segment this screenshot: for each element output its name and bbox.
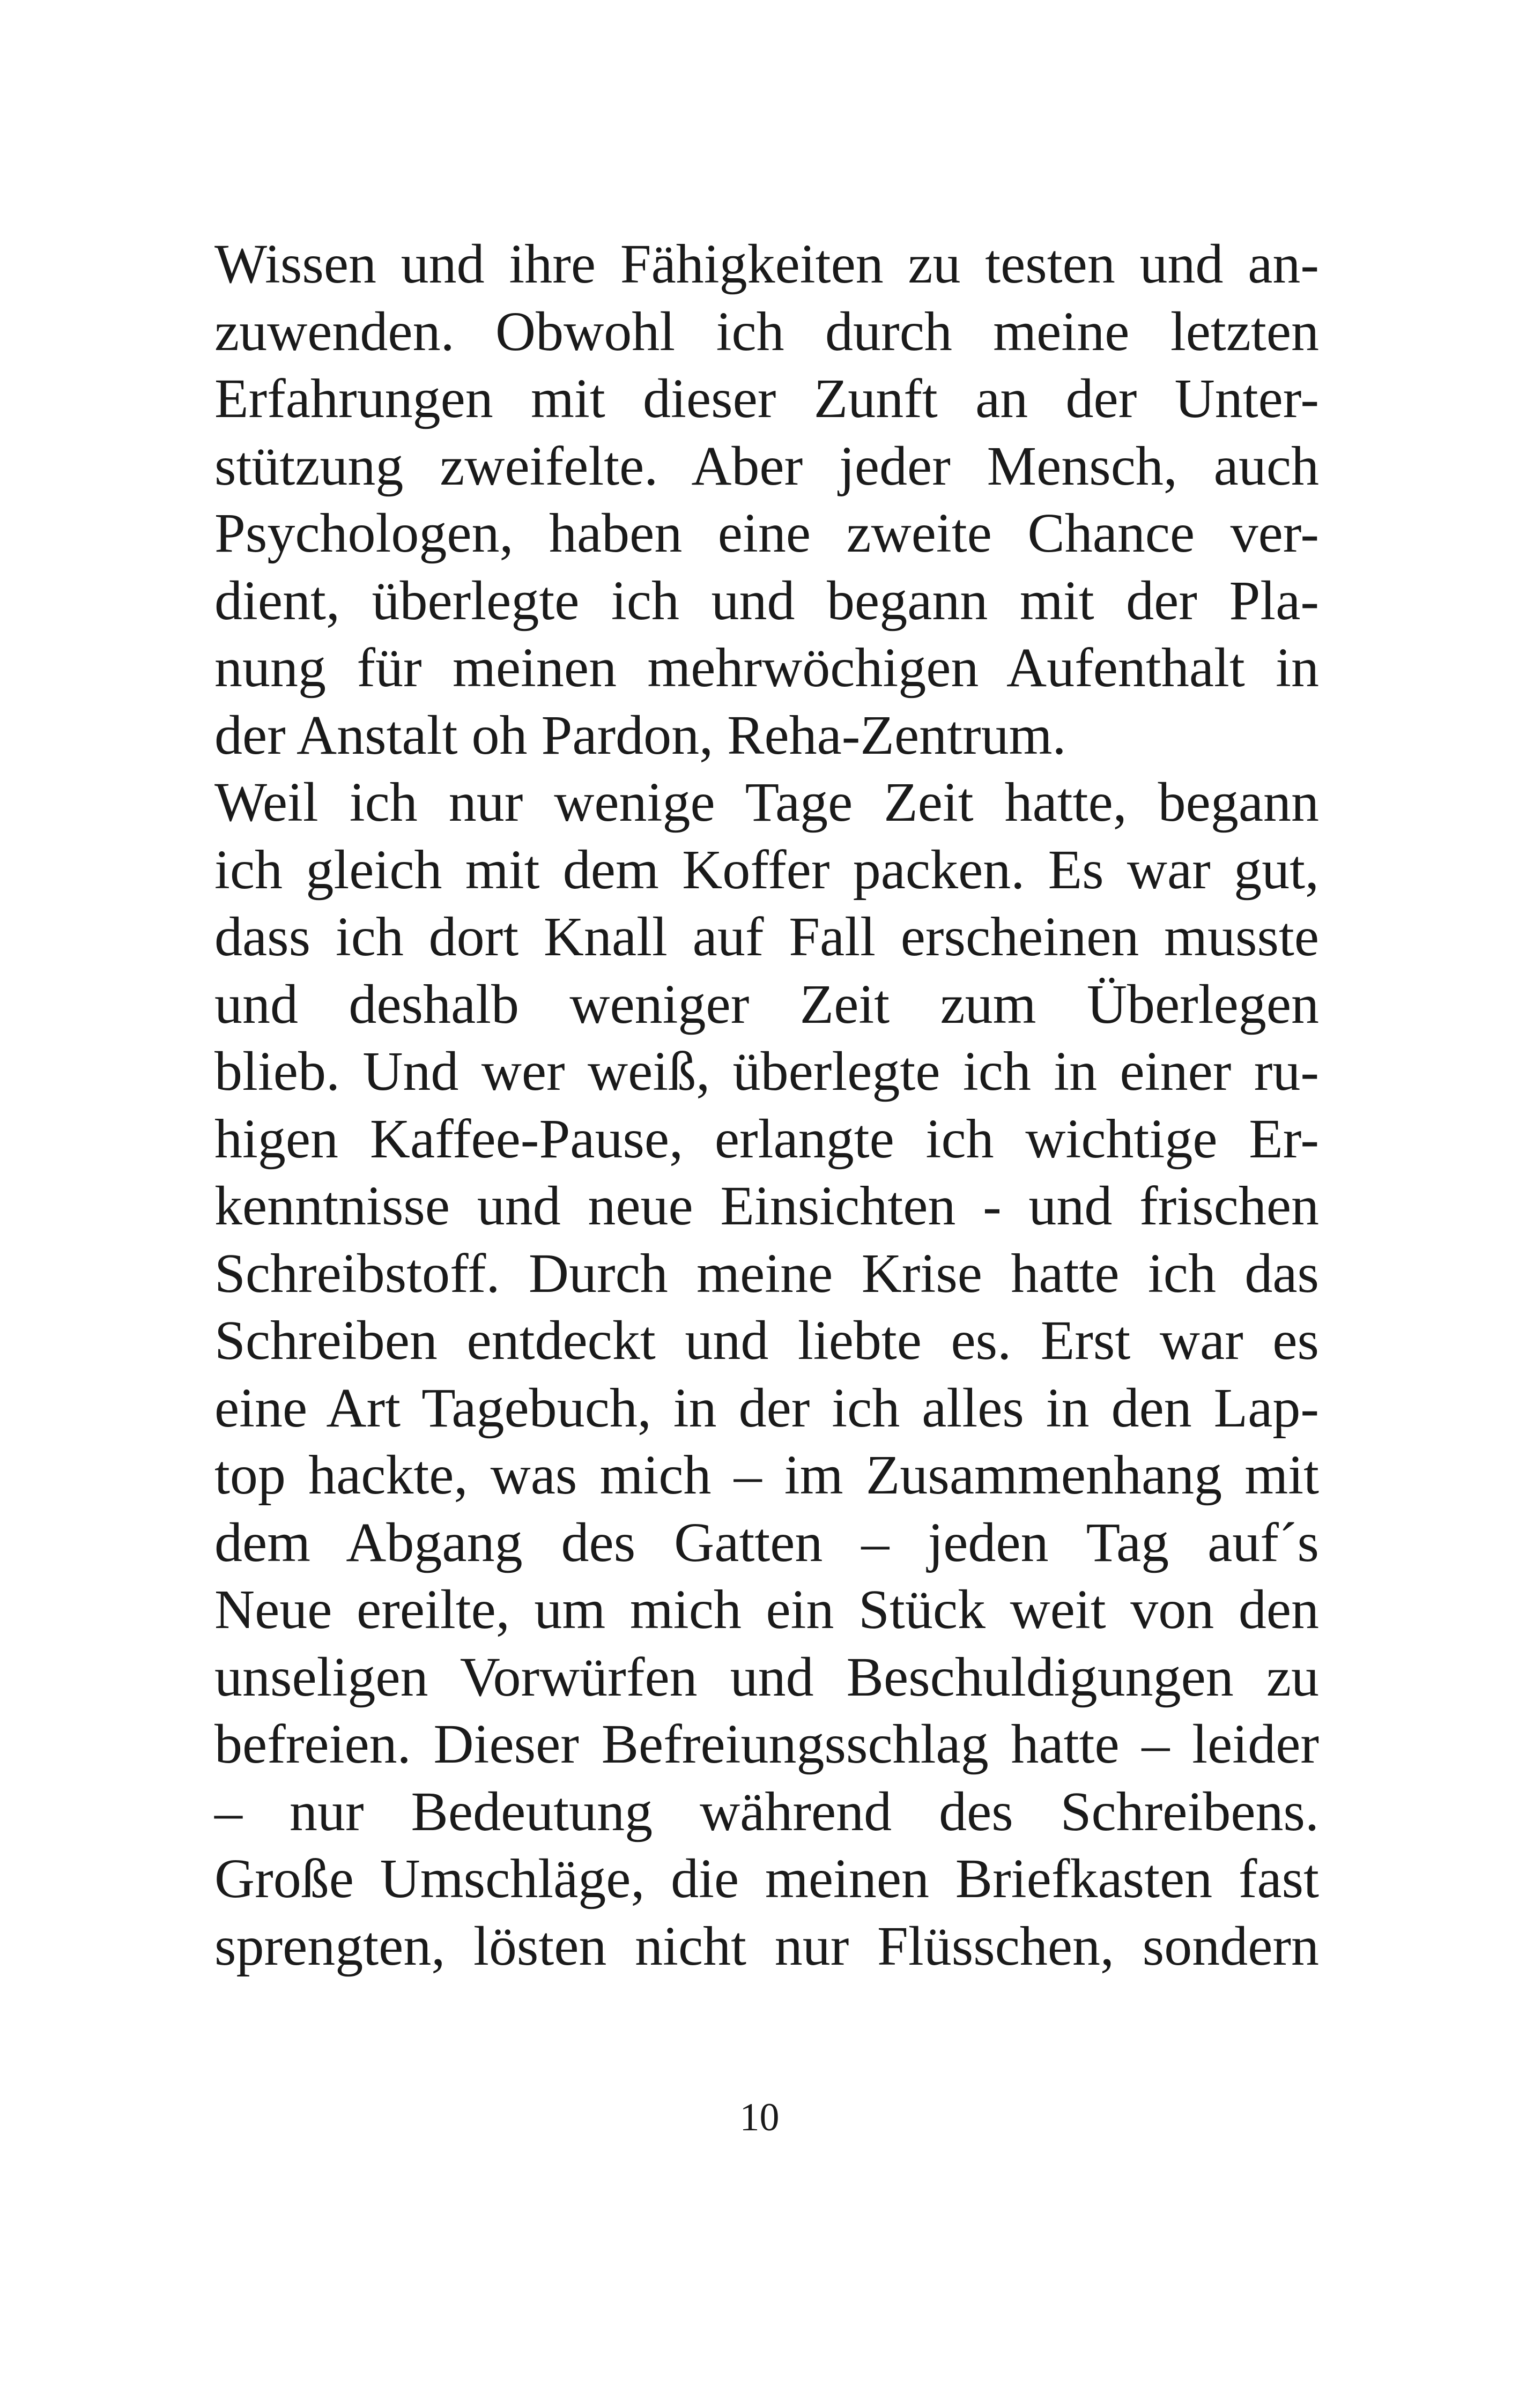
text-line: – nur Bedeutung während des Schreibens.: [214, 1780, 1319, 1842]
text-line: unseligen Vorwürfen und Beschuldigungen zu: [214, 1646, 1319, 1708]
text-line: Erfahrungen mit dieser Zunft an der Unter-: [214, 368, 1319, 429]
text-line: Wissen und ihre Fähigkeiten zu testen und an-: [214, 233, 1319, 295]
text-line: Große Umschläge, die meinen Briefkasten fast: [214, 1848, 1319, 1909]
text-line: zuwenden. Obwohl ich durch meine letzten: [214, 300, 1319, 362]
text-line: Neue ereilte, um mich ein Stück weit von den: [214, 1579, 1319, 1640]
text-line: top hackte, was mich – im Zusammenhang mit: [214, 1444, 1319, 1506]
text-line: stützung zweifelte. Aber jeder Mensch, auch: [214, 435, 1319, 497]
text-line: und deshalb weniger Zeit zum Überlegen: [214, 973, 1319, 1035]
text-line: dient, überlegte ich und begann mit der Pla-: [214, 569, 1319, 631]
text-line: dass ich dort Knall auf Fall erscheinen musste: [214, 906, 1319, 968]
text-line: Psychologen, haben eine zweite Chance ver-: [214, 502, 1319, 564]
text-line: Weil ich nur wenige Tage Zeit hatte, begann: [214, 771, 1319, 833]
text-line: dem Abgang des Gatten – jeden Tag auf´s: [214, 1511, 1319, 1573]
body-text: [214, 231, 1319, 1980]
text-line: Schreiben entdeckt und liebte es. Erst war es: [214, 1310, 1319, 1371]
text-line: ich gleich mit dem Koffer packen. Es war gut,: [214, 838, 1319, 901]
text-line: Schreibstoff. Durch meine Krise hatte ich das: [214, 1242, 1319, 1304]
text-line: nung für meinen mehrwöchigen Aufenthalt in: [214, 637, 1319, 698]
text-line: sprengten, lösten nicht nur Flüsschen, sondern: [214, 1915, 1319, 1977]
text-line: higen Kaffee-Pause, erlangte ich wichtige Er-: [214, 1108, 1319, 1170]
text-line: befreien. Dieser Befreiungsschlag hatte – leider: [214, 1713, 1319, 1775]
text-line: der Anstalt oh Pardon, Reha-Zentrum.: [214, 704, 1066, 766]
text-line: kenntnisse und neue Einsichten - und frischen: [214, 1175, 1319, 1237]
text-line: blieb. Und wer weiß, überlegte ich in einer ru-: [214, 1041, 1319, 1102]
page-number: 10: [739, 2095, 780, 2139]
text-line: eine Art Tagebuch, in der ich alles in den Lap-: [214, 1377, 1319, 1439]
